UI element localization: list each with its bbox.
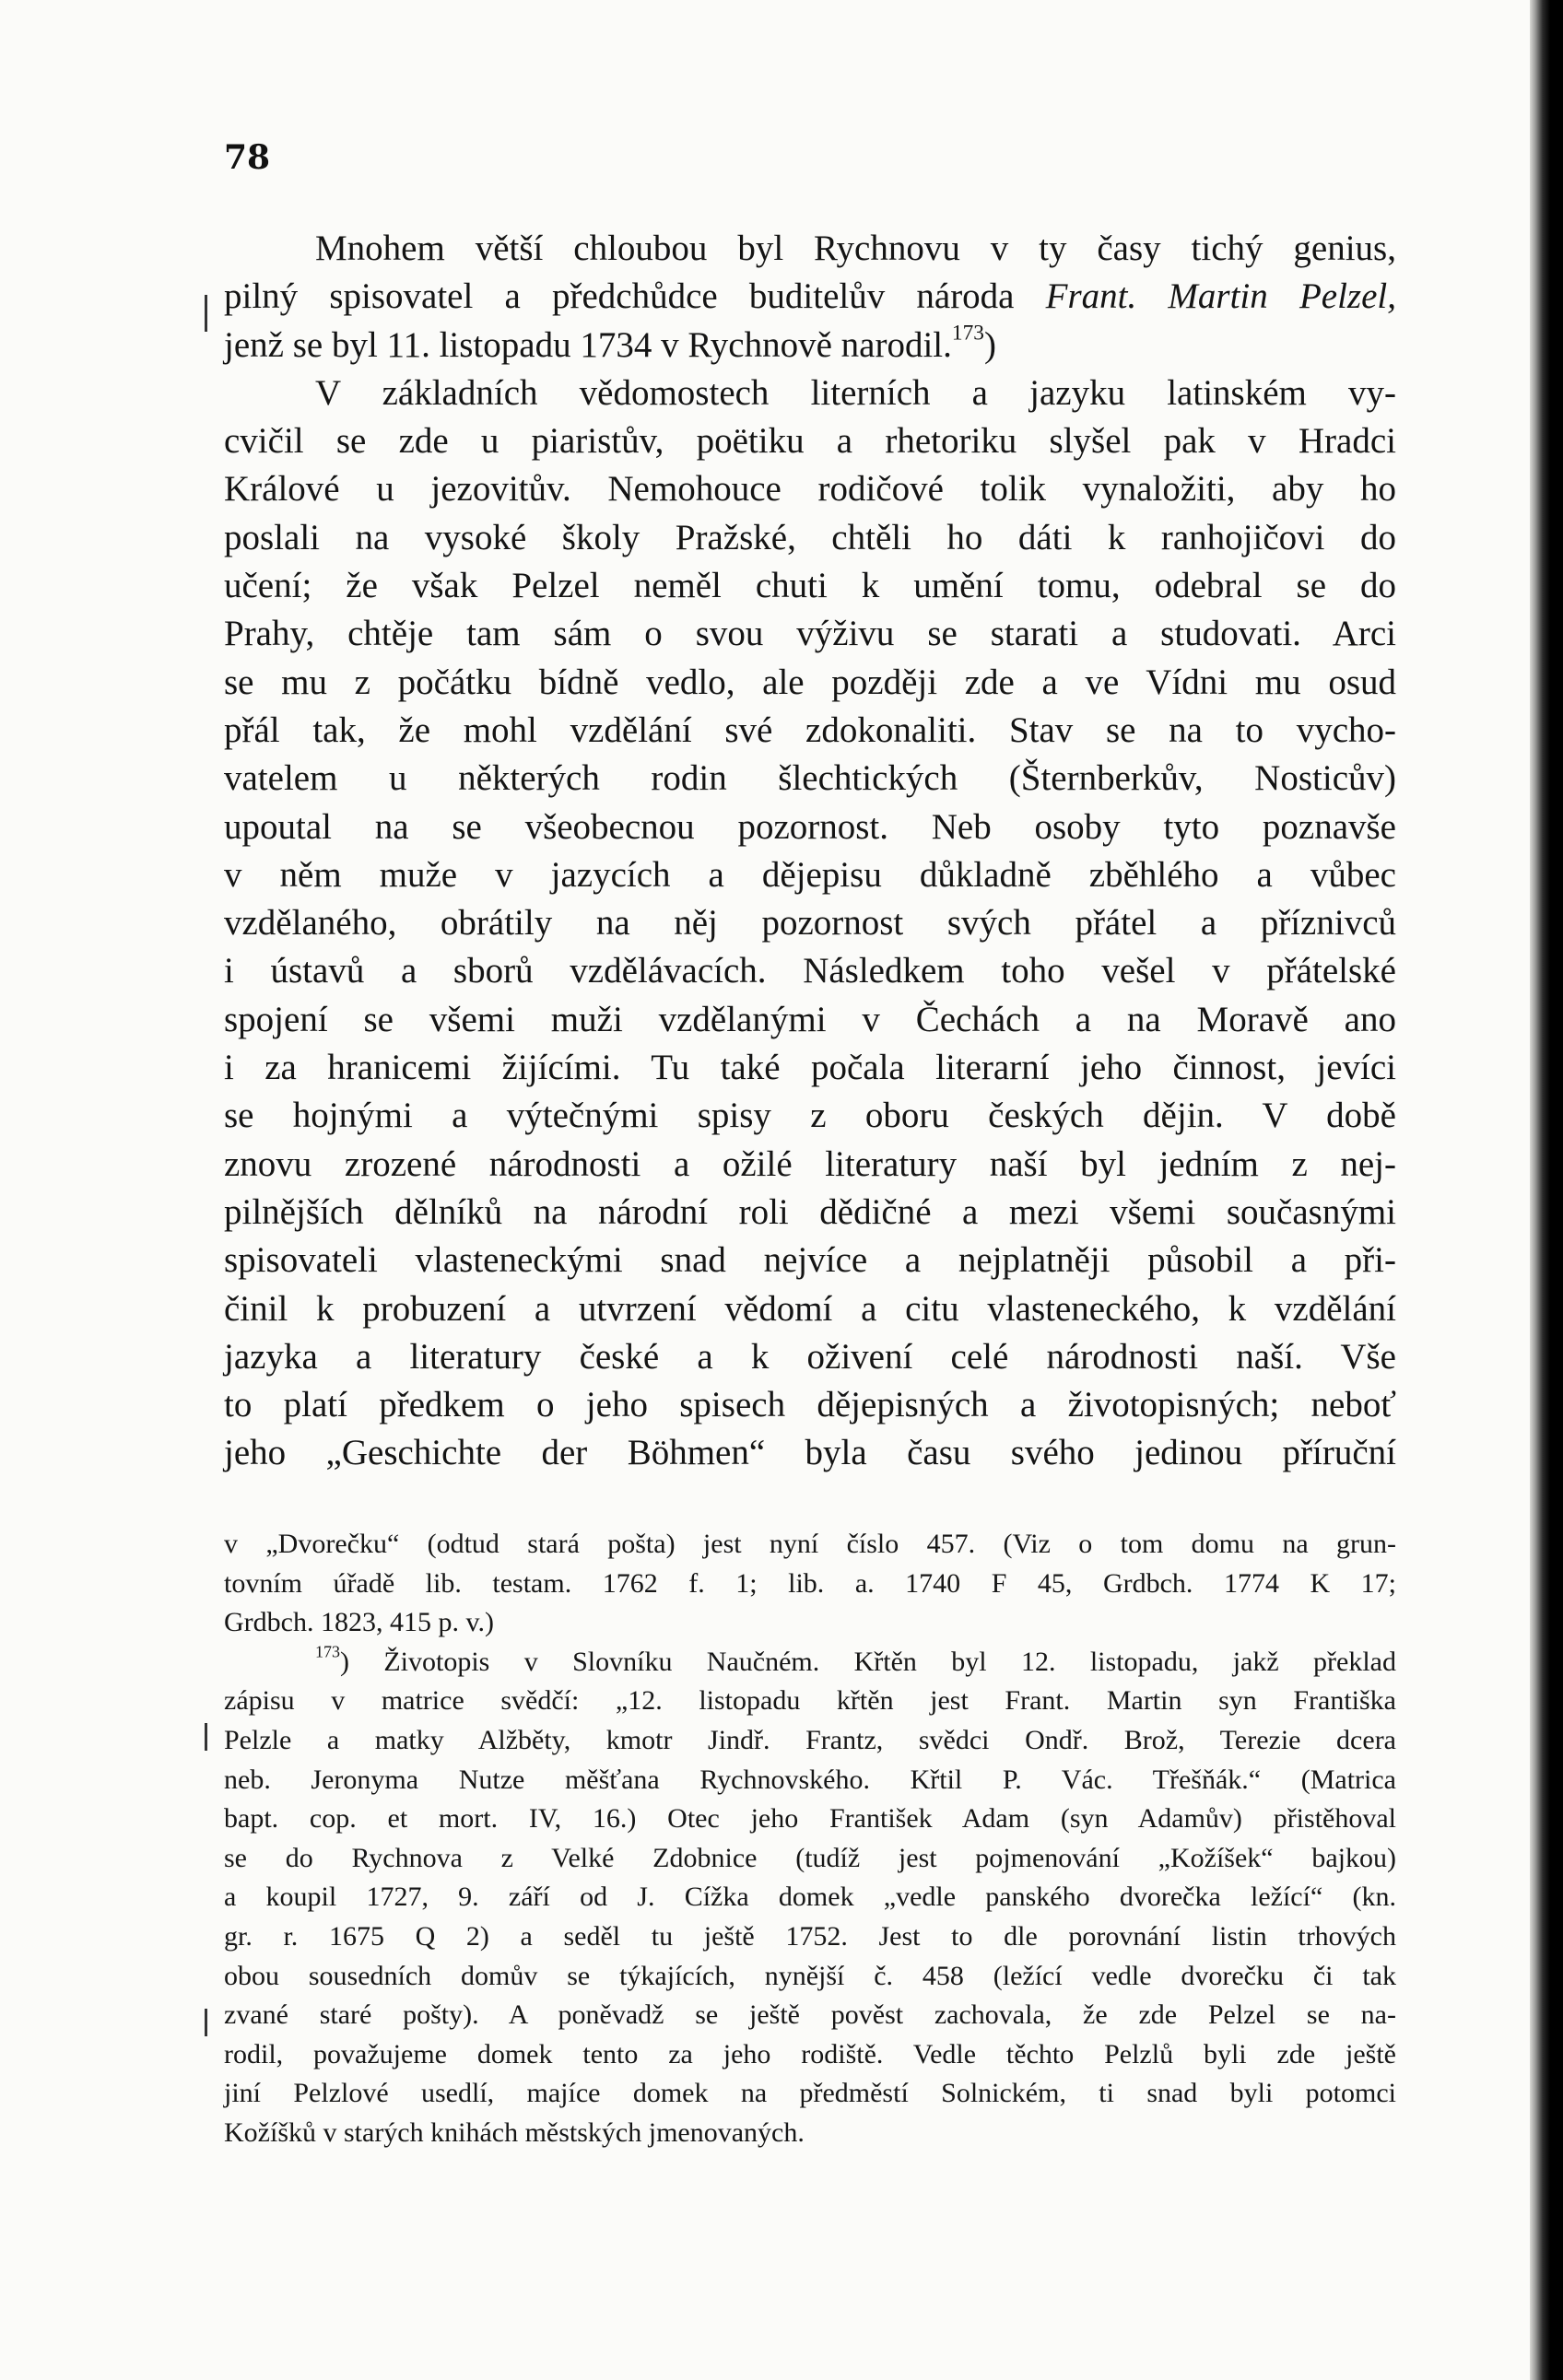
text-line	[224, 610, 1396, 658]
text-segment: znovu zrozené národnosti a ožilé literatury naší byl jedním z nej-	[224, 1143, 1396, 1184]
text-segment: Mnohem větší chloubou byl Rychnovu v ty časy tichý genius,	[315, 229, 1396, 268]
footnote-line	[224, 2074, 1396, 2114]
text-segment: pilnějších dělníků na národní roli dědičné a mezi všemi současnými	[224, 1191, 1396, 1232]
text-segment: vzdělaného, obrátily na něj pozornost svých přátel a příznivců	[224, 903, 1396, 944]
text-line	[224, 1092, 1396, 1140]
text-line	[224, 1429, 1396, 1477]
text-line	[224, 514, 1396, 562]
text-line	[224, 1285, 1396, 1333]
text-segment: se do Rychnova z Velké Zdobnice (tudíž jest pojmenování „Kožíšek“ bajkou)	[224, 1842, 1396, 1873]
text-line	[224, 465, 1396, 513]
footnote-line	[224, 2114, 1396, 2153]
text-segment: v „Dvorečku“ (odtud stará pošta) jest nyní číslo 457. (Viz o tom domu na grun-	[224, 1529, 1396, 1559]
text-segment: zvané staré pošty). A poněvadž se ještě pověst zachovala, že zde Pelzel se na-	[224, 1999, 1396, 2031]
text-line	[224, 273, 1396, 321]
footnote-line	[224, 1761, 1396, 1800]
text-segment: jiní Pelzlové usedlí, majíce domek na předměstí Solnickém, ti snad byli potomci	[224, 2078, 1396, 2109]
text-segment: Pelzle a matky Alžběty, kmotr Jindř. Frantz, svědci Ondř. Brož, Terezie dcera	[224, 1724, 1396, 1755]
text-segment: poslali na vysoké školy Pražské, chtěli ho dáti k ranhojičovi do	[224, 517, 1396, 557]
text-segment: Králové u jezovitův. Nemohouce rodičové tolik vynaložiti, aby ho	[224, 469, 1396, 510]
text-line	[224, 755, 1396, 803]
text-line	[224, 707, 1396, 755]
text-segment: Prahy, chtěje tam sám o svou výživu se starati a studovati. Arci	[224, 614, 1396, 654]
text-segment: )	[983, 324, 996, 365]
footnote-line	[224, 1839, 1396, 1879]
footnote-line	[224, 1917, 1396, 1957]
footnote-line	[224, 1878, 1396, 1917]
text-segment: neb. Jeronyma Nutze měšťana Rychnovského. Křtil P. Vác. Třešňák.“ (Matrica	[224, 1764, 1396, 1795]
text-segment: jeho „Geschichte der Böhmen“ byla času svého jedinou příruční	[224, 1433, 1396, 1473]
text-line	[224, 369, 1396, 417]
text-line	[224, 1381, 1396, 1429]
text-line	[224, 1189, 1396, 1237]
footnote-line	[224, 1643, 1396, 1682]
text-segment: rodil, považujeme domek tento za jeho rodiště. Vedle těchto Pelzlů byli zde ještě	[224, 2038, 1396, 2069]
footnote-line	[224, 1721, 1396, 1761]
margin-mark	[205, 2009, 207, 2036]
text-line	[224, 659, 1396, 707]
text-line	[224, 225, 1396, 273]
emphasized-name: Frant. Martin Pelzel,	[1045, 276, 1396, 317]
footnote-line	[224, 1603, 1396, 1643]
footnotes	[224, 1525, 1396, 2153]
footnote-line	[224, 1682, 1396, 1721]
text-segment: pilný spisovatel a předchůdce buditelův národa	[224, 276, 1046, 317]
footnote-line	[224, 2035, 1396, 2075]
footnote-line	[224, 1996, 1396, 2035]
text-segment: obou sousedních domův se týkajících, nynější č. 458 (ležící vedle dvorečku či tak	[224, 1960, 1396, 1991]
footnote-line	[224, 1525, 1396, 1565]
text-segment: činil k probuzení a utvrzení vědomí a citu vlasteneckého, k vzdělání	[224, 1288, 1396, 1329]
text-segment: ) Životopis v Slovníku Naučném. Křtěn byl 12. listopadu, jakž překlad	[340, 1646, 1396, 1677]
text-line	[224, 851, 1396, 899]
text-segment: se hojnými a výtečnými spisy z oboru českých dějin. V době	[224, 1096, 1396, 1136]
text-segment: a koupil 1727, 9. září od J. Cížka domek „vedle panského dvorečka ležící“ (kn.	[224, 1882, 1396, 1913]
margin-mark	[205, 1723, 207, 1751]
text-segment: i za hranicemi žijícími. Tu také počala literarní jeho činnost, jevíci	[224, 1048, 1396, 1088]
text-line	[224, 947, 1396, 995]
footnote-reference[interactable]: 173	[951, 320, 984, 345]
text-segment: cvičil se zde u piaristův, poëtiku a rhetoriku slyšel pak v Hradci	[224, 421, 1396, 462]
page-number: 78	[224, 138, 271, 177]
text-line	[224, 322, 1396, 369]
text-segment: V základních vědomostech literních a jazyku latinském vy-	[315, 372, 1396, 413]
text-line	[224, 1141, 1396, 1189]
text-segment: zápisu v matrice svědčí: „12. listopadu křtěn jest Frant. Martin syn Františka	[224, 1685, 1396, 1717]
text-line	[224, 417, 1396, 465]
text-segment: v něm muže v jazycích a dějepisu důkladně zběhlého a vůbec	[224, 854, 1396, 895]
text-line	[224, 1237, 1396, 1284]
margin-mark	[205, 295, 207, 332]
text-segment: gr. r. 1675 Q 2) a seděl tu ještě 1752. Jest to dle porovnání listin trhových	[224, 1920, 1396, 1952]
text-segment: učení; že však Pelzel neměl chuti k umění tomu, odebral se do	[224, 566, 1396, 606]
text-segment: spojení se všemi muži vzdělanými v Čechách a na Moravě ano	[224, 999, 1396, 1039]
text-segment: vatelem u některých rodin šlechtických (Šternberkův, Nosticův)	[224, 758, 1396, 799]
text-line	[224, 996, 1396, 1044]
text-segment: to platí předkem o jeho spisech dějepisných a životopisných; neboť	[224, 1385, 1396, 1425]
text-segment: spisovateli vlasteneckými snad nejvíce a nejplatněji působil a při-	[224, 1240, 1396, 1281]
text-segment: i ústavů a sborů vzdělávacích. Následkem toho vešel v přátelské	[224, 951, 1396, 991]
text-line	[224, 803, 1396, 851]
text-line	[224, 562, 1396, 610]
text-line	[224, 1333, 1396, 1381]
text-segment: se mu z počátku bídně vedlo, ale později zde a ve Vídni mu osud	[224, 662, 1396, 702]
text-line	[224, 1044, 1396, 1092]
footnote-reference[interactable]: 173	[315, 1642, 340, 1661]
text-segment: upoutal na se všeobecnou pozornost. Neb osoby tyto poznavše	[224, 806, 1396, 847]
text-line	[224, 899, 1396, 947]
text-segment: tovním úřadě lib. testam. 1762 f. 1; lib. a. 1740 F 45, Grdbch. 1774 K 17;	[224, 1567, 1396, 1599]
main-text	[224, 225, 1396, 1478]
text-segment: Kožíšků v starých knihách městských jmenovaných.	[224, 2116, 805, 2148]
footnote-line	[224, 1565, 1396, 1604]
footnote-line	[224, 1957, 1396, 1997]
footnote-line	[224, 1800, 1396, 1839]
text-segment: jazyka a literatury české a k oživení celé národnosti naší. Vše	[224, 1336, 1396, 1377]
text-segment: bapt. cop. et mort. IV, 16.) Otec jeho František Adam (syn Adamův) přistěhoval	[224, 1803, 1396, 1835]
text-segment: jenž se byl 11. listopadu 1734 v Rychnově narodil.	[224, 324, 952, 365]
scan-edge	[1530, 0, 1563, 2380]
text-segment: přál tak, že mohl vzdělání své zdokonaliti. Stav se na to vycho-	[224, 709, 1396, 750]
text-segment: Grdbch. 1823, 415 p. v.)	[224, 1607, 495, 1638]
